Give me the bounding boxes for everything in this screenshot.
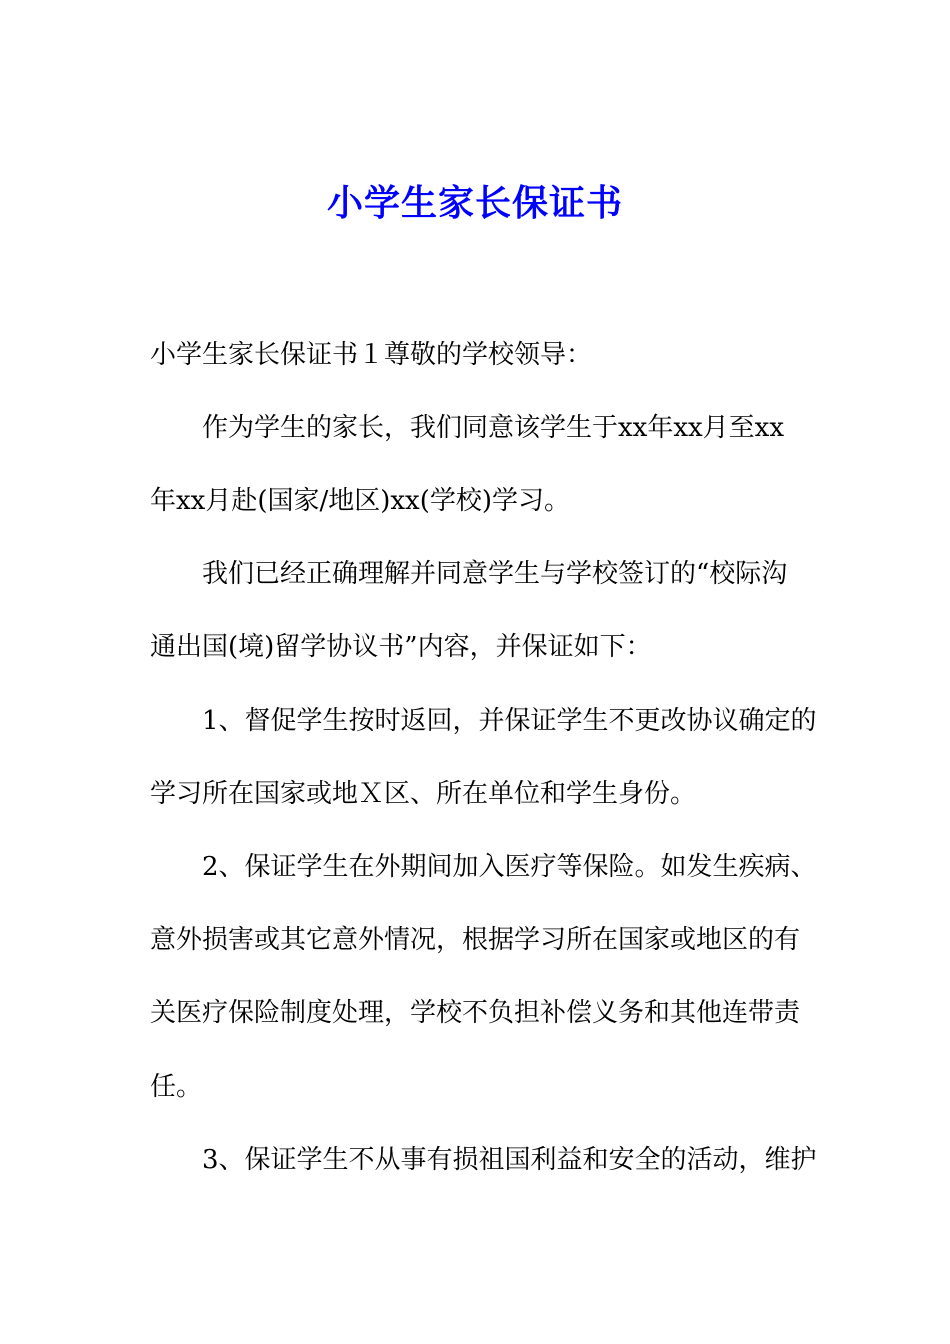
text-line: 作为学生的家长，我们同意该学生于xx年xx月至xx: [202, 413, 784, 443]
document-title: 小学生家长保证书: [326, 182, 623, 224]
text-line: 2、保证学生在外期间加入医疗等保险。如发生疾病、: [202, 852, 817, 882]
text-line: 意外损害或其它意外情况，根据学习所在国家或地区的有: [150, 925, 801, 955]
text-line: 任。: [150, 1072, 203, 1102]
text-line: 通出国(境)留学协议书”内容，并保证如下：: [150, 632, 652, 662]
text-line: 学习所在国家或地Ｘ区、所在单位和学生身份。: [150, 779, 697, 809]
text-line: 3、保证学生不从事有损祖国利益和安全的活动，维护: [202, 1145, 817, 1175]
text-line: 1、督促学生按时返回，并保证学生不更改协议确定的: [202, 706, 817, 736]
text-line: 我们已经正确理解并同意学生与学校签订的“校际沟: [202, 559, 788, 589]
text-line: 小学生家长保证书１尊敬的学校领导：: [150, 340, 593, 370]
text-line: 关医疗保险制度处理，学校不负担补偿义务和其他连带责: [150, 998, 801, 1028]
text-line: 年xx月赴(国家/地区)xx(学校)学习。: [150, 486, 570, 516]
